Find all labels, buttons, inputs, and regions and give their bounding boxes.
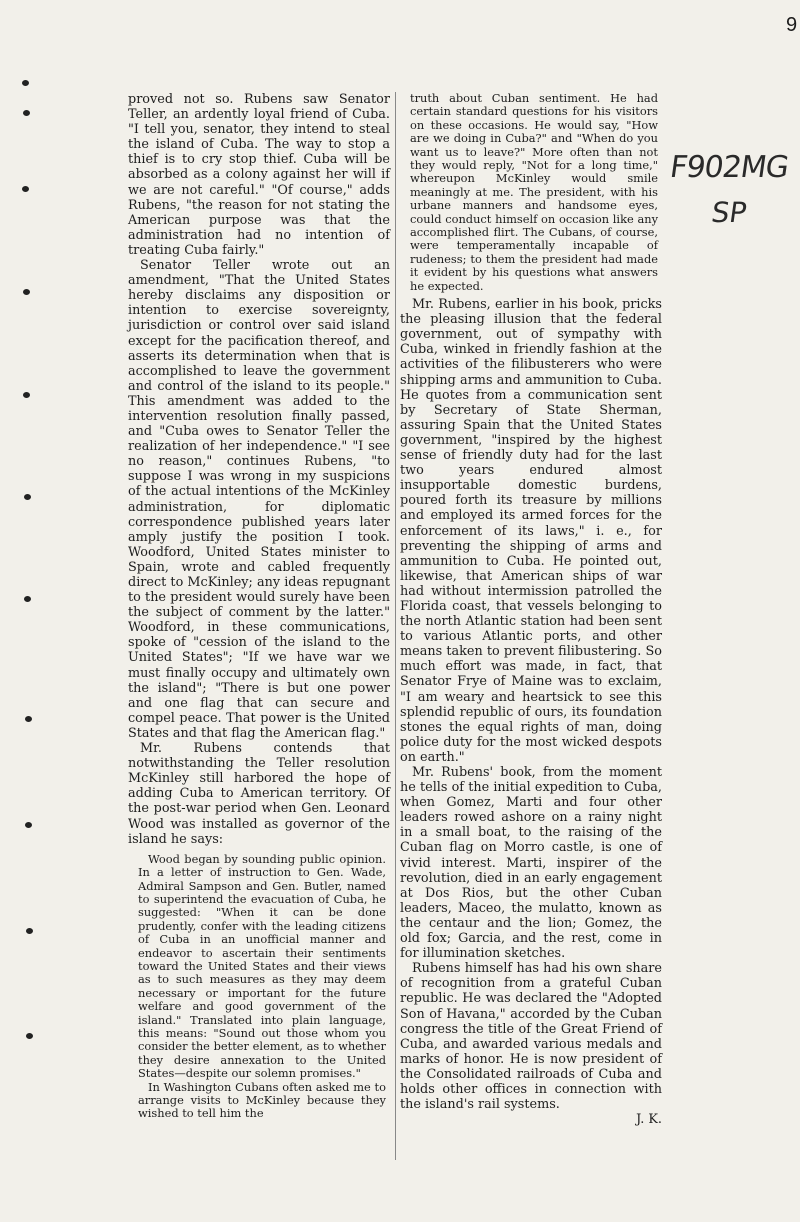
article-paragraph: Rubens himself has had his own share of recognition from a grateful Cuban republic. He was declared the "Adopted Son of Havana," accorded by the Cuban congress the title of the Great Friend of Cuba, and awarded various medals and marks of honor. He is now president of the Consolidated railroads of Cuba and holds other offices in connection with the island's rail systems. xyxy=(400,961,662,1113)
punch-mark xyxy=(25,822,32,828)
punch-mark xyxy=(22,80,29,86)
punch-mark xyxy=(26,928,33,934)
punch-mark xyxy=(24,494,31,500)
page-number: 9 xyxy=(786,14,798,36)
punch-mark xyxy=(23,289,30,295)
punch-mark xyxy=(24,596,31,602)
article-paragraph: Mr. Rubens, earlier in his book, pricks the pleasing illusion that the federal government, out of sympathy with Cuba, winked in friendly fashion at the activities of the filibusterers who were shipping arms and ammunition to Cuba. He quotes from a communication sent by Secretary of State Sherman, assuring Spain that the United States government, "inspired by the highest sense of friendly duty had for the last two years endured almost insupportable domestic burdens, poured forth its treasure by millions and employed its armed forces for the enforcement of its laws," i. e., for preventing the shipping of arms and ammunition to Cuba. He pointed out, likewise, that American ships of war had without intermission patrolled the Florida coast, that vessels belonging to the north Atlantic station had been sent to various Atlantic ports, and other means taken to prevent filibustering. So much effort was made, in fact, that Senator Frye of Maine was to exclaim, "I am weary and heartsick to see this splendid republic of ours, its foundation stones the equal rights of man, doing police duty for the most wicked despots on earth." xyxy=(400,297,662,765)
quote-paragraph: truth about Cuban sentiment. He had certain standard questions for his visitors on these occasions. He would say, "How are we doing in Cuba?" and "When do you want us to leave?" More often than not they would reply, "Not for a long time," whereupon McKinley would smile meaningly at me. The president, with his urbane manners and handsome eyes, could conduct himself on occasion like any accomplished flirt. The Cubans, of course, were temperamentally incapable of rudeness; to them the president had made it evident by his questions what answers he expected. xyxy=(410,91,658,293)
margin-punch-marks xyxy=(14,0,44,1222)
punch-mark xyxy=(22,186,29,192)
author-signature: J. K. xyxy=(636,1112,662,1128)
quote-paragraph: In Washington Cubans often asked me to arrange visits to McKinley because they wished to tell him the xyxy=(138,1079,386,1121)
left-column xyxy=(128,92,390,1121)
quote-paragraph: Wood began by sounding public opinion. In a letter of instruction to Gen. Wade, Admiral Sampson and Gen. Butler, named to superintend the evacuation of Cuba, he suggested: "When it can be done prudently, confer with the leading citizens of Cuba in an unofficial manner and endeavor to ascertain their sentiments toward the United States and their views as to such measures as they may deem necessary or important for the future welfare and good government of the island." Translated into plain language, this means: "Sound out those whom you consider the better element, as to whether they desire annexation to the United States—despite our solemn promises." xyxy=(138,851,386,1081)
article-paragraph: proved not so. Rubens saw Senator Teller, an ardently loyal friend of Cuba. "I tell you, senator, they intend to steal the island of Cuba. The way to stop a thief is to cry stop thief. Cuba will be absorbed as a colony against her will if we are not careful." "Of course," adds Rubens, "the reason for not stating the American purpose was that the administration had no intention of treating Cuba fairly." xyxy=(128,92,390,258)
block-quote xyxy=(128,853,390,1121)
handwritten-initials: SP xyxy=(709,196,749,229)
handwritten-file-code: F902MG xyxy=(667,150,791,185)
punch-mark xyxy=(25,716,32,722)
block-quote-continued xyxy=(400,92,662,293)
column-divider xyxy=(395,92,396,1160)
punch-mark xyxy=(26,1033,33,1039)
punch-mark xyxy=(23,110,30,116)
article-paragraph: Mr. Rubens' book, from the moment he tells of the initial expedition to Cuba, when Gomez, Marti and four other leaders rowed ashore on a rainy night in a small boat, to the raising of the Cuban flag on Morro castle, is one of vivid interest. Marti, inspirer of the revolution, died in an early engagement at Dos Rios, but the other Cuban leaders, Maceo, the mulatto, known as the centaur and the lion; Gomez, the old fox; Garcia, and the rest, come in for illumination sketches. xyxy=(400,765,662,962)
article-paragraph: Senator Teller wrote out an amendment, "That the United States hereby disclaims any disposition or intention to exercise sovereignty, jurisdiction or control over said island except for the pacification thereof, and asserts its determination when that is accomplished to leave the government and control of the island to its people." This amendment was added to the intervention resolution finally passed, and "Cuba owes to Senator Teller the realization of her independence." "I see no reason," continues Rubens, "to suppose I was wrong in my suspicions of the actual intentions of the McKinley administration, for diplomatic correspondence published years later amply justify the position I took. Woodford, United States minister to Spain, wrote and cabled frequently direct to McKinley; any ideas repugnant to the president would surely have been the subject of comment by the latter." Woodford, in these communications, spoke of "cession of the island to the United States"; "If we have war we must finally occupy and ultimately own the island"; "There is but one power and one flag that can secure and compel peace. That power is the United States and that flag the American flag." xyxy=(128,258,390,741)
punch-mark xyxy=(23,392,30,398)
article-paragraph: Mr. Rubens contends that notwithstanding the Teller resolution McKinley still harbored the hope of adding Cuba to American territory. Of the post-war period when Gen. Leonard Wood was installed as governor of the island he says: xyxy=(128,741,390,847)
right-column xyxy=(400,92,662,1127)
